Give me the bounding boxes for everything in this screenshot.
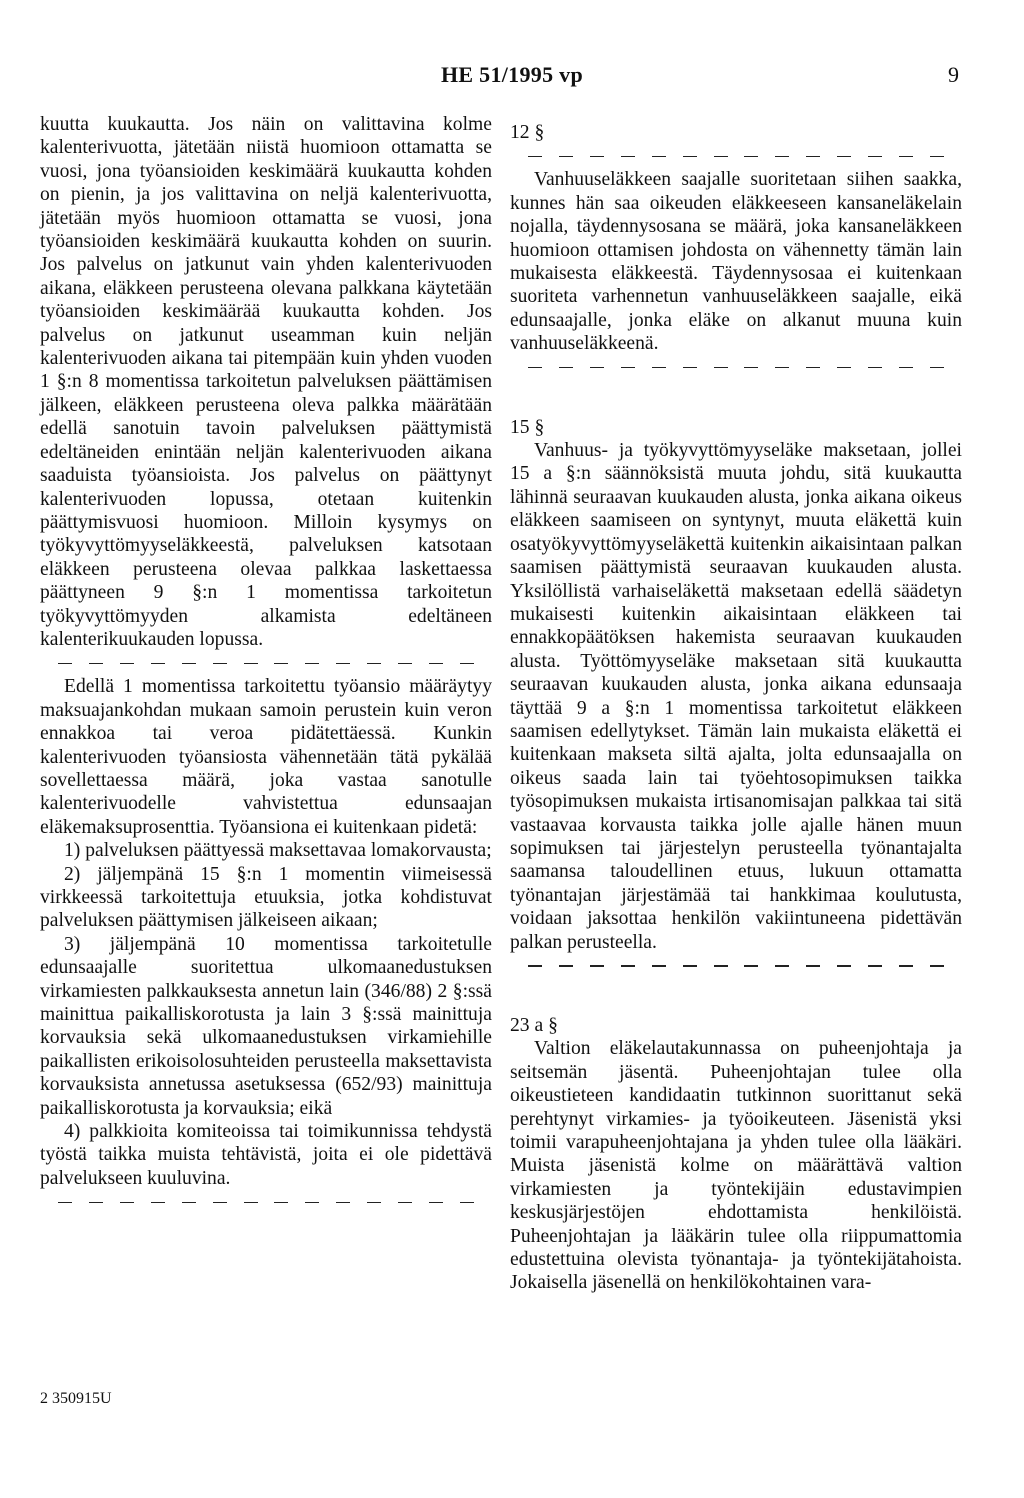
section-heading-12: 12 § bbox=[510, 122, 545, 143]
dash-mark bbox=[683, 367, 697, 368]
dash-mark bbox=[336, 1202, 350, 1203]
dash-mark bbox=[837, 367, 851, 368]
list-item: 1) palveluksen päättyessä maksettavaa lomakorvausta; bbox=[64, 840, 492, 862]
omission-dashes bbox=[40, 651, 492, 675]
dash-mark bbox=[213, 663, 227, 664]
dash-mark bbox=[151, 663, 165, 664]
dash-mark bbox=[528, 965, 542, 966]
dash-mark bbox=[528, 156, 542, 157]
section-23a-text: Valtion eläkelautakunnassa on puheenjohtaja ja seitsemän jäsentä. Puheenjohtajan tulee olla oikeustieteen kandidaatin tutkinnon suorittanut sekä perehtynyt virkamies- ja työoikeuteen. Jäsenistä yksi toimii varapuheenjohtajana ja yhden tulee olla lääkäri. Muista jäsenistä kolme on määrättävä valtion virkamiesten ja työntekijäin edustavimpien keskusjärjestöjen ehdottamista henkilöistä. Puheenjohtajan ja lääkärin tulee olla riippumattomia edustettuina olevista työnantaja- ja työntekijätahoista. Jokaisella jäsenellä on henkilökohtainen vara- bbox=[510, 1038, 962, 1294]
dash-mark bbox=[182, 663, 196, 664]
paragraph-continued: kuutta kuukautta. Jos näin on valittavina kolme kalenterivuotta, jätetään niistä huomioon ottamatta se vuosi, jona työansioiden keskimäärä kuukautta kohden on pienin, ja jos valittavina on neljä kalenterivuotta, jätetään myös huomioon ottamatta se vuosi, jona työansioiden keskimäärä kuukautta kohden on suurin. Jos palvelus on jatkunut vain yhden kalenterivuoden aikana, eläkkeen perusteena olevana palkkana käytetään työansioiden keskimäärää kuukautta kohden. Jos palvelus on jatkunut useamman kuin neljän kalenterivuoden aikana tai pitempään kuin yhden vuoden 1 §:n 8 momentissa tarkoitetun palveluksen päättämisen jälkeen, eläkkeen perusteena oleva palkka määrätään edellä sanotuin tavoin palveluksen päättymistä edeltäneiden enintään neljän kalenterivuoden aikana saaduista työansioista. Jos palvelus on päättynyt kalenterivuoden lopussa, otetaan kuitenkin päättymisvuosi huomioon. Milloin kysymys on työkyvyttömyyseläkkeestä, palveluksen katsotaan eläkkeen perusteena olevaa palkkaa laskettaessa päättyneen 9 §:n 1 momentissa tarkoitetun työkyvyttömyyden alkamista edeltäneen kalenterikuukauden lopussa. bbox=[40, 114, 492, 650]
dash-mark bbox=[151, 1202, 165, 1203]
dash-mark bbox=[899, 965, 913, 966]
dash-mark bbox=[714, 367, 728, 368]
dash-mark bbox=[336, 663, 350, 664]
dash-mark bbox=[930, 156, 944, 157]
dash-mark bbox=[837, 965, 851, 966]
list-item: 3) jäljempänä 10 momentissa tarkoitetulle edunsaajalle suoritettua ulkomaanedustuksen virkamiesten palkkauksesta annetun lain (346/88) 2 §:ssä mainittua paikalliskorotusta ja lain 3 §:ssä mainittuja korvauksia sekä ulkomaanedustuksen virkamiehille paikallisten erikoisolosuhteiden perusteella maksettavista korvauksista annetussa asetuksessa (652/93) mainittuja paikalliskorotusta ja korvauksia; eikä bbox=[40, 933, 492, 1119]
dash-mark bbox=[58, 1202, 72, 1203]
omission-dashes bbox=[510, 954, 962, 978]
dash-mark bbox=[398, 663, 412, 664]
left-column bbox=[40, 113, 492, 1214]
dash-mark bbox=[213, 1202, 227, 1203]
dash-mark bbox=[868, 965, 882, 966]
section-spacer bbox=[510, 380, 962, 416]
dash-mark bbox=[775, 965, 789, 966]
dash-mark bbox=[744, 156, 758, 157]
dash-mark bbox=[744, 965, 758, 966]
dash-mark bbox=[89, 1202, 103, 1203]
dash-mark bbox=[868, 156, 882, 157]
page-number: 9 bbox=[948, 62, 959, 87]
dash-mark bbox=[621, 367, 635, 368]
dash-mark bbox=[899, 156, 913, 157]
dash-mark bbox=[930, 367, 944, 368]
dash-mark bbox=[274, 663, 288, 664]
dash-mark bbox=[652, 965, 666, 966]
omission-dashes bbox=[40, 1190, 492, 1214]
dash-mark bbox=[868, 367, 882, 368]
list-item: 2) jäljempänä 15 §:n 1 momentin viimeisessä virkkeessä tarkoitettuja etuuksia, jotka kohdistuvat palveluksen päättymisen jälkeiseen aikaan; bbox=[40, 863, 492, 932]
dash-mark bbox=[899, 367, 913, 368]
dash-mark bbox=[683, 965, 697, 966]
dash-mark bbox=[120, 663, 134, 664]
dash-mark bbox=[621, 965, 635, 966]
dash-mark bbox=[559, 367, 573, 368]
paragraph-work-income: Edellä 1 momentissa tarkoitettu työansio määräytyy maksuajankohdan mukaan samoin perustein kuin veron ennakkoa tai veroa pidätettäessä. Kunkin kalenterivuoden työansiosta vähennetään tätä pykälää sovellettaessa määrä, joka vastaa sanotulle kalenterivuodelle vahvistettua edunsaajan eläkemaksuprosenttia. Työansiona ei kuitenkaan pidetä: bbox=[40, 676, 492, 838]
dash-mark bbox=[775, 367, 789, 368]
section-heading-15: 15 § bbox=[510, 416, 545, 438]
omission-dashes bbox=[510, 144, 962, 168]
dash-mark bbox=[305, 663, 319, 664]
dash-mark bbox=[806, 156, 820, 157]
dash-mark bbox=[683, 156, 697, 157]
dash-mark bbox=[367, 663, 381, 664]
dash-mark bbox=[429, 1202, 443, 1203]
dash-mark bbox=[305, 1202, 319, 1203]
dash-mark bbox=[460, 663, 474, 664]
section-heading-23a: 23 a § bbox=[510, 1015, 558, 1036]
list-item: 4) palkkioita komiteoissa tai toimikunnissa tehdystä työstä taikka muista tehtävistä, joita ei ole pidettävä palvelukseen kuuluvina. bbox=[40, 1121, 492, 1189]
dash-mark bbox=[590, 156, 604, 157]
dash-mark bbox=[528, 367, 542, 368]
dash-mark bbox=[559, 965, 573, 966]
dash-mark bbox=[652, 156, 666, 157]
dash-mark bbox=[806, 965, 820, 966]
dash-mark bbox=[244, 663, 258, 664]
document-header-title: HE 51/1995 vp bbox=[440, 62, 584, 87]
dash-mark bbox=[590, 965, 604, 966]
dash-mark bbox=[714, 965, 728, 966]
dash-mark bbox=[744, 367, 758, 368]
dash-mark bbox=[621, 156, 635, 157]
dash-mark bbox=[398, 1202, 412, 1203]
dash-mark bbox=[58, 663, 72, 664]
dash-mark bbox=[806, 367, 820, 368]
dash-mark bbox=[367, 1202, 381, 1203]
dash-mark bbox=[652, 367, 666, 368]
dash-mark bbox=[244, 1202, 258, 1203]
footer-print-code: 2 350915U bbox=[40, 1390, 112, 1407]
dash-mark bbox=[837, 156, 851, 157]
section-12-text: Vanhuuseläkkeen saajalle suoritetaan siihen saakka, kunnes hän saa oikeuden eläkkeeseen kansaneläkelain nojalla, täydennysosana se määrä, joka kansaneläkkeen huomioon ottamisen johdosta on vähennetty tämän lain mukaisesta eläkkeestä. Täydennysosaa ei kuitenkaan suoriteta varhennetun vanhuuseläkkeen saajalle, eikä edunsaajalle, jonka eläke on alkanut muuna kuin vanhuuseläkkeenä. bbox=[510, 169, 962, 355]
dash-mark bbox=[775, 156, 789, 157]
dash-mark bbox=[429, 663, 443, 664]
omission-dashes bbox=[510, 356, 962, 380]
section-15-text: Vanhuus- ja työkyvyttömyyseläke maksetaan, jollei 15 a §:n säännöksistä muuta johdu, sitä kuukautta lähinnä seuraavan kuukauden alusta, jonka aikana oikeus eläkkeen saamiseen on syntynyt, muuta eläkettä kuin osatyökyvyttömyyseläkettä kuitenkin aikaisintaan palkan saamisen päättymistä seuraavan kuukauden alusta. Yksilöllistä varhaiseläkettä maksetaan edellä säädetyn mukaisesti kuitenkin aikaisintaan eläkkeen tai ennakkopäätöksen hakemista seuraavan kuukauden alusta. Työttömyyseläke maksetaan sitä kuukautta seuraavan kuukauden alusta, jonka aikana edunsaaja täyttää 9 a §:n 1 momentissa tarkoitetut eläkkeen saamisen edellytykset. Tämän lain mukaista eläkettä ei kuitenkaan makseta siltä ajalta, jolta edunsaajalla on oikeus saada lain tai työehtosopimuksen taikka työsopimuksen mukaista irtisanomisajan palkkaa tai sitä vastaavaa korvausta taikka jolle ajalle hänen muun sopimuksen tai järjestelyn perusteella työnantajalta saamansa taloudellinen etuus, lukuun ottamatta työnantajan järjestämää tai hankkimaa koulutusta, voidaan jaksottaa henkilön vakiintuneena pidettävän palkan perusteella. bbox=[510, 440, 962, 953]
dash-mark bbox=[89, 663, 103, 664]
dash-mark bbox=[590, 367, 604, 368]
dash-mark bbox=[460, 1202, 474, 1203]
dash-mark bbox=[559, 156, 573, 157]
dash-mark bbox=[274, 1202, 288, 1203]
dash-mark bbox=[930, 965, 944, 966]
dash-mark bbox=[120, 1202, 134, 1203]
dash-mark bbox=[714, 156, 728, 157]
right-column bbox=[510, 113, 962, 1295]
dash-mark bbox=[182, 1202, 196, 1203]
section-spacer bbox=[510, 978, 962, 1014]
